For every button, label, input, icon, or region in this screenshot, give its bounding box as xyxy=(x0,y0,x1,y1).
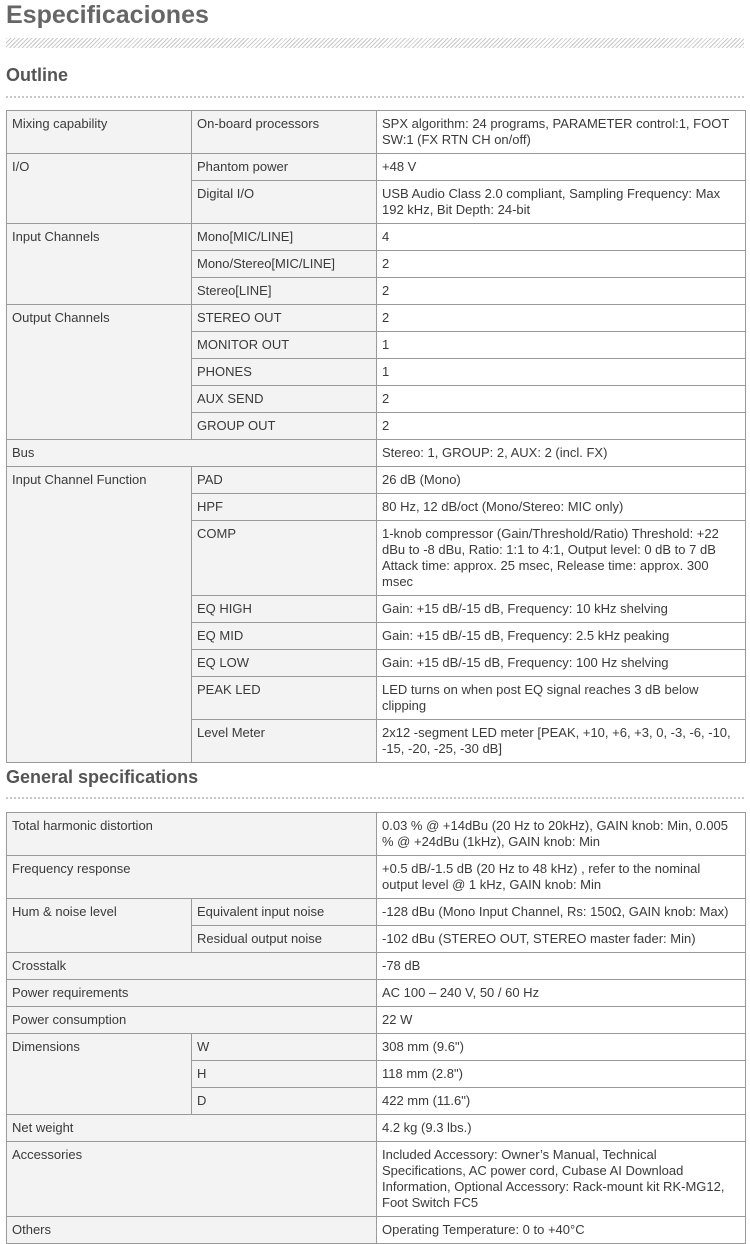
spec-value: 22 W xyxy=(377,1007,746,1034)
spec-subcategory: EQ HIGH xyxy=(192,596,377,623)
spec-subcategory: GROUP OUT xyxy=(192,413,377,440)
spec-subcategory: EQ LOW xyxy=(192,650,377,677)
spec-row xyxy=(7,813,746,856)
spec-value: 2 xyxy=(377,305,746,332)
spec-category: Output Channels xyxy=(7,305,192,440)
spec-category: Bus xyxy=(7,440,377,467)
spec-value: 308 mm (9.6") xyxy=(377,1034,746,1061)
outline-divider xyxy=(6,96,744,98)
spec-value: 422 mm (11.6") xyxy=(377,1088,746,1115)
spec-category: Input Channel Function xyxy=(7,467,192,763)
spec-category: Total harmonic distortion xyxy=(7,813,377,856)
spec-subcategory: D xyxy=(192,1088,377,1115)
spec-subcategory: COMP xyxy=(192,521,377,596)
spec-row xyxy=(7,305,746,332)
spec-category: Accessories xyxy=(7,1142,377,1217)
spec-category: Crosstalk xyxy=(7,953,377,980)
page-title: Especificaciones xyxy=(6,1,209,29)
spec-subcategory: PEAK LED xyxy=(192,677,377,720)
spec-subcategory: AUX SEND xyxy=(192,386,377,413)
spec-subcategory: Phantom power xyxy=(192,154,377,181)
spec-value: Operating Temperature: 0 to +40°C xyxy=(377,1217,746,1244)
spec-subcategory: PHONES xyxy=(192,359,377,386)
spec-category: Mixing capability xyxy=(7,111,192,154)
spec-value: 80 Hz, 12 dB/oct (Mono/Stereo: MIC only) xyxy=(377,494,746,521)
spec-value: AC 100 – 240 V, 50 / 60 Hz xyxy=(377,980,746,1007)
spec-row xyxy=(7,1142,746,1217)
spec-value: -128 dBu (Mono Input Channel, Rs: 150Ω, GAIN knob: Max) xyxy=(377,899,746,926)
spec-subcategory: Mono[MIC/LINE] xyxy=(192,224,377,251)
spec-value: 1 xyxy=(377,359,746,386)
spec-value: 4 xyxy=(377,224,746,251)
spec-row xyxy=(7,1007,746,1034)
spec-value: 2 xyxy=(377,386,746,413)
spec-subcategory: HPF xyxy=(192,494,377,521)
spec-row xyxy=(7,899,746,926)
spec-row xyxy=(7,1115,746,1142)
spec-value: 2 xyxy=(377,413,746,440)
outline-section-title: Outline xyxy=(6,65,68,85)
spec-value: SPX algorithm: 24 programs, PARAMETER control:1, FOOT SW:1 (FX RTN CH on/off) xyxy=(377,111,746,154)
spec-value: Stereo: 1, GROUP: 2, AUX: 2 (incl. FX) xyxy=(377,440,746,467)
spec-row xyxy=(7,154,746,181)
spec-subcategory: EQ MID xyxy=(192,623,377,650)
spec-row xyxy=(7,856,746,899)
spec-row xyxy=(7,111,746,154)
spec-category: Hum & noise level xyxy=(7,899,192,953)
spec-value: 2 xyxy=(377,251,746,278)
spec-value: -102 dBu (STEREO OUT, STEREO master fader: Min) xyxy=(377,926,746,953)
general-spec-table xyxy=(6,812,746,1244)
spec-value: 0.03 % @ +14dBu (20 Hz to 20kHz), GAIN knob: Min, 0.005 % @ +24dBu (1kHz), GAIN knob: Min xyxy=(377,813,746,856)
spec-value: 1-knob compressor (Gain/Threshold/Ratio) Threshold: +22 dBu to -8 dBu, Ratio: 1:1 to 4:1, Output level: 0 dB to 7 dB Attack time: approx. 25 msec, Release time: approx. 300 msec xyxy=(377,521,746,596)
outline-spec-table xyxy=(6,110,746,763)
spec-value: +0.5 dB/-1.5 dB (20 Hz to 48 kHz) , refer to the nominal output level @ 1 kHz, GAIN knob: Min xyxy=(377,856,746,899)
general-divider xyxy=(6,797,744,799)
spec-value: 2 xyxy=(377,278,746,305)
spec-value: -78 dB xyxy=(377,953,746,980)
spec-value: 2x12 -segment LED meter [PEAK, +10, +6, +3, 0, -3, -6, -10, -15, -20, -25, -30 dB] xyxy=(377,720,746,763)
spec-row xyxy=(7,953,746,980)
spec-subcategory: Mono/Stereo[MIC/LINE] xyxy=(192,251,377,278)
spec-row xyxy=(7,1217,746,1244)
spec-category: Power consumption xyxy=(7,1007,377,1034)
spec-category: Dimensions xyxy=(7,1034,192,1115)
spec-subcategory: Level Meter xyxy=(192,720,377,763)
spec-subcategory: On-board processors xyxy=(192,111,377,154)
spec-value: 4.2 kg (9.3 lbs.) xyxy=(377,1115,746,1142)
title-divider xyxy=(6,38,744,48)
spec-value: 118 mm (2.8") xyxy=(377,1061,746,1088)
spec-value: USB Audio Class 2.0 compliant, Sampling Frequency: Max 192 kHz, Bit Depth: 24-bit xyxy=(377,181,746,224)
spec-value: 1 xyxy=(377,332,746,359)
spec-subcategory: MONITOR OUT xyxy=(192,332,377,359)
spec-value: LED turns on when post EQ signal reaches 3 dB below clipping xyxy=(377,677,746,720)
spec-row xyxy=(7,467,746,494)
spec-row xyxy=(7,440,746,467)
spec-category: Input Channels xyxy=(7,224,192,305)
spec-value: Gain: +15 dB/-15 dB, Frequency: 10 kHz shelving xyxy=(377,596,746,623)
spec-subcategory: Stereo[LINE] xyxy=(192,278,377,305)
spec-subcategory: W xyxy=(192,1034,377,1061)
spec-value: Gain: +15 dB/-15 dB, Frequency: 100 Hz shelving xyxy=(377,650,746,677)
spec-category: Frequency response xyxy=(7,856,377,899)
spec-category: I/O xyxy=(7,154,192,224)
spec-value: +48 V xyxy=(377,154,746,181)
spec-row xyxy=(7,1034,746,1061)
spec-subcategory: H xyxy=(192,1061,377,1088)
spec-subcategory: Digital I/O xyxy=(192,181,377,224)
spec-row xyxy=(7,224,746,251)
spec-value: 26 dB (Mono) xyxy=(377,467,746,494)
spec-row xyxy=(7,980,746,1007)
spec-subcategory: Residual output noise xyxy=(192,926,377,953)
general-section-title: General specifications xyxy=(6,767,199,787)
spec-subcategory: Equivalent input noise xyxy=(192,899,377,926)
spec-value: Gain: +15 dB/-15 dB, Frequency: 2.5 kHz peaking xyxy=(377,623,746,650)
spec-value: Included Accessory: Owner’s Manual, Technical Specifications, AC power cord, Cubase AI Download Information, Optional Accessory: Rack-mount kit RK-MG12, Foot Switch FC5 xyxy=(377,1142,746,1217)
spec-category: Others xyxy=(7,1217,377,1244)
spec-category: Net weight xyxy=(7,1115,377,1142)
spec-subcategory: PAD xyxy=(192,467,377,494)
spec-category: Power requirements xyxy=(7,980,377,1007)
spec-subcategory: STEREO OUT xyxy=(192,305,377,332)
